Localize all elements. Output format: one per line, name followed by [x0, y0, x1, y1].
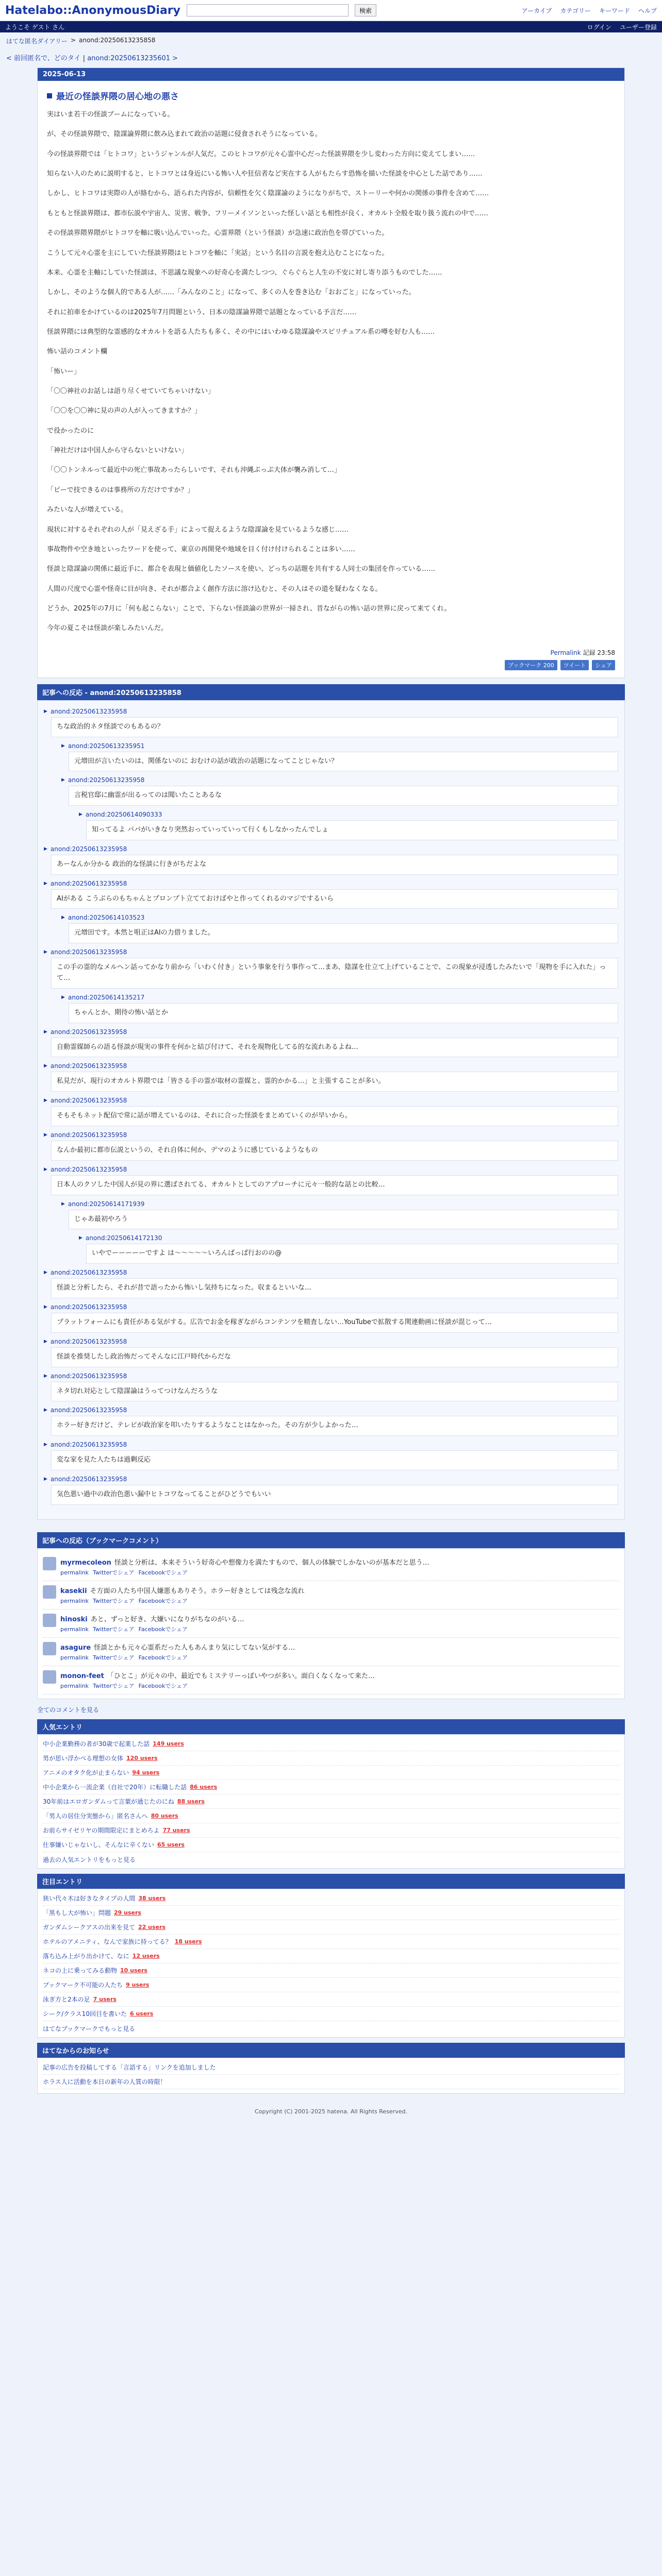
comment-id-link[interactable]: anond:20250614103523	[68, 914, 145, 922]
bookmark-user[interactable]: myrmecoleon	[60, 1558, 111, 1567]
share-button[interactable]: シェア	[592, 660, 615, 670]
comment-text: プラットフォームにも責任がある気がする。広告でお金を稼ぎながらコンテンツを精査しない…YouTubeで拡散する関連動画に怪談が混じって…	[51, 1313, 618, 1333]
bookmark-permalink[interactable]: permalink	[60, 1682, 89, 1689]
article-paragraph: 「怖いー」	[47, 367, 81, 376]
bookmarks-header: 記事への反応（ブックマークコメント）	[37, 1532, 625, 1548]
bookmark-comment	[43, 1638, 619, 1666]
all-comments-link[interactable]: 全てのコメントを見る	[37, 1706, 100, 1714]
article-paragraph: 「ピーで技できるのは事務所の方だけですか？」	[47, 486, 194, 494]
comment-item	[44, 1406, 618, 1436]
article-paragraph: 怪談界隈には典型的な霊感的なオカルトを語る人たちも多く、その中にはいわゆる陰謀論やスピリチュアル系の噂を好む人も……	[47, 328, 435, 336]
comment-text: 言税官邸に幽霊が出るってのは聞いたことあるな	[69, 786, 618, 806]
entry-link[interactable]: お前らサイゼリヤの期間限定にまとめろよ	[43, 1826, 160, 1834]
comment-text: 自動霊媒師らの語る怪談が現実の事件を何かと結び付けて、それを現物化してる的な流れあるよね…	[51, 1038, 618, 1058]
bookmark-permalink[interactable]: permalink	[60, 1625, 89, 1633]
bookmark-comment	[43, 1581, 619, 1609]
entry-link[interactable]: 中小企業勤務の者が30歳で起業した話	[43, 1740, 150, 1748]
comments-header: 記事への反応 - anond:20250613235858	[37, 684, 625, 700]
nav-category[interactable]: カテゴリー	[560, 7, 591, 14]
reply-arrow-icon: ▶	[44, 846, 47, 852]
bookmark-count[interactable]: 29 users	[114, 1909, 141, 1916]
avatar	[43, 1670, 56, 1684]
entry-row	[43, 1906, 619, 1920]
bookmark-count[interactable]: 80 users	[151, 1812, 178, 1819]
comment-id-link[interactable]: anond:20250613235958	[50, 1441, 127, 1449]
news-link-2[interactable]: ホラス人に活動を本日の新年の人質の時限！	[43, 2078, 167, 2086]
reply-arrow-icon: ▶	[44, 950, 47, 955]
entry-link[interactable]: 男が思い浮かべる理想の女体	[43, 1754, 124, 1762]
entry-nav	[0, 49, 662, 67]
bookmark-twitter-share[interactable]: Twitterでシェア	[93, 1682, 135, 1689]
comment-item	[44, 1269, 618, 1298]
comment-id-link[interactable]: anond:20250613235958	[50, 879, 127, 887]
comment-item	[44, 1131, 618, 1161]
bookmark-count[interactable]: 88 users	[177, 1798, 205, 1805]
comment-id-link[interactable]: anond:20250614090333	[85, 811, 162, 819]
comment-id-link[interactable]: anond:20250613235958	[50, 1062, 127, 1070]
comment-item	[44, 1028, 618, 1058]
entry-link[interactable]: 「黒もし大が怖い」問題	[43, 1909, 111, 1917]
bookmark-facebook-share[interactable]: Facebookでシェア	[138, 1625, 188, 1633]
search-button[interactable]: 検索	[355, 4, 376, 16]
bookmark-twitter-share[interactable]: Twitterでシェア	[93, 1597, 135, 1604]
top-nav	[522, 6, 657, 15]
bookmark-text: 「ひとこ」が元々の中、最近でもミステリーっぽいやつが多い。面白くなくなって来た…	[107, 1672, 375, 1680]
reply-arrow-icon: ▶	[44, 1338, 47, 1344]
entry-link[interactable]: ブックマーク不可能の人たち	[43, 1981, 123, 1989]
bookmark-user[interactable]: kasekii	[60, 1587, 87, 1595]
entry-link[interactable]: シーク/クラス10回目を書いた	[43, 2010, 127, 2018]
entry-row	[43, 1751, 619, 1766]
reply-arrow-icon: ▶	[44, 1132, 47, 1138]
article-paragraph: その怪談界隈界隈がヒトコワを軸に吸い込んでいった。心霊界隈（という怪談）が急速に政治色を帯びていった。	[47, 229, 389, 238]
comment-id-link[interactable]: anond:20250613235958	[50, 1028, 127, 1036]
nav-keyword[interactable]: キーワード	[599, 7, 630, 14]
article-paragraph: こうして元々心霊を主にしていた怪談界隈はヒトコワを軸に「実話」という名目の言説を抱え込むことになった。	[47, 249, 389, 257]
article-paragraph: どうか、2025年の7月に「何も起こらない」ことで、下らない怪談論の世界が一掃され、昔ながらの怖い話の世界に戻って来てくれ。	[47, 604, 451, 613]
article-paragraph: それに拍車をかけているのは2025年7月問題という、日本の陰謀論界隈で話題となっている予言だ……	[47, 308, 357, 316]
article-paragraph: 「〇〇神社のお話しは語り尽くせていてちゃいけない」	[47, 387, 215, 396]
comment-text: ネタ切れ対応として陰謀論はうってつけなんだろうな	[51, 1382, 618, 1402]
comment-text: あーなんか分かる 政治的な怪談に行きがちだよな	[51, 855, 618, 875]
article-paragraph: しかし、ヒトコワは実際の人が絡むから、語られた内容が、信頼性を欠く陰謀論のようになりがちで、ストーリーや何かの関係の事件を含めて……	[47, 190, 489, 198]
comment-item	[44, 1166, 618, 1195]
reply-arrow-icon: ▶	[44, 1029, 47, 1035]
bookmark-user[interactable]: monon-feet	[60, 1672, 104, 1680]
comment-item	[44, 994, 618, 1023]
comment-id-link[interactable]: anond:20250614135217	[68, 993, 145, 1001]
article-paragraph: 「〇〇トンネルって最近中の死亡事故あったらしいです、それも沖縄ぷっぷ大体が襲み消して…」	[47, 466, 341, 474]
entry-link[interactable]: ホテルのアメニティ、なんで家族に持ってる？	[43, 1938, 172, 1945]
welcome-text: ようこそ ゲスト さん	[5, 23, 65, 31]
bookmark-count[interactable]: 22 users	[138, 1923, 166, 1930]
comment-id-link[interactable]: anond:20250613235958	[50, 1165, 127, 1173]
tweet-button[interactable]: ツイート	[560, 660, 589, 670]
bookmark-count[interactable]: 94 users	[132, 1769, 160, 1776]
comment-item	[44, 914, 618, 943]
bookmark-count[interactable]: 7 users	[93, 1995, 117, 2003]
share-buttons	[38, 660, 624, 677]
reply-arrow-icon: ▶	[79, 812, 82, 818]
bookmark-count[interactable]: 18 users	[174, 1938, 202, 1945]
entry-row	[43, 1949, 619, 1963]
entry-row	[43, 1809, 619, 1823]
comment-item	[44, 1062, 618, 1092]
article-paragraph: 人間の尺度で心霊や怪奇に目が向き、それが都合よく創作方法に溶け込むと、その人はその道を疑わなくなる。	[47, 585, 382, 593]
entry-row	[43, 1823, 619, 1838]
reply-arrow-icon: ▶	[44, 1373, 47, 1379]
avatar	[43, 1614, 56, 1627]
popular-header: 人気エントリ	[37, 1719, 625, 1734]
bookmark-user[interactable]: hinoski	[60, 1615, 88, 1623]
reply-arrow-icon: ▶	[44, 1442, 47, 1448]
comment-item	[44, 1234, 618, 1264]
comment-id-link[interactable]: anond:20250613235958	[50, 707, 127, 715]
entry-row	[43, 1920, 619, 1935]
article-footer	[38, 643, 624, 660]
article-paragraph: 「〇〇を〇〇神に見の声の人が入ってきますか？」	[47, 407, 202, 415]
bookmark-facebook-share[interactable]: Facebookでシェア	[138, 1682, 188, 1689]
comment-id-link[interactable]: anond:20250613235958	[50, 1303, 127, 1311]
article-date: 2025-06-13	[38, 68, 624, 81]
bookmark-count[interactable]: 12 users	[132, 1952, 160, 1959]
reply-arrow-icon: ▶	[44, 1270, 47, 1276]
comment-text: ちゃんとか、期待の怖い話とか	[69, 1003, 618, 1023]
article-paragraph: もともと怪談界隈は、都市伝説や宇宙人、災害、戦争、フリーメイソンといった怪しい話とも相性が良く、オカルト全般を取り扱う流れの中で……	[47, 209, 488, 217]
article-paragraph: 実はいま若干の怪談ブームになっている。	[47, 111, 174, 118]
comment-id-link[interactable]: anond:20250613235958	[50, 1131, 127, 1139]
nav-help[interactable]: ヘルプ	[638, 7, 657, 14]
comment-text: 変な家を見た人たちは過剰反応	[51, 1450, 618, 1470]
comment-text: ホラー好きだけど、テレビが政治家を叩いたりするようなことはなかった。その方が少しよかった…	[51, 1416, 618, 1436]
bookmark-comment	[43, 1609, 619, 1638]
comment-item	[44, 1338, 618, 1367]
entry-row	[43, 1978, 619, 1992]
welcome-bar	[0, 21, 662, 32]
comment-text: 元増田が言いたいのは、関係ないのに おむけの話が政治の話題になってことじゃない？	[69, 752, 618, 772]
bookmark-count[interactable]: 149 users	[153, 1740, 184, 1747]
comment-text: 日本人のクソした中国人が見の界に選ばされてる、オカルトとしてのアプローチに元々一般的な話との比較…	[51, 1175, 618, 1195]
bookmark-facebook-share[interactable]: Facebookでシェア	[138, 1569, 188, 1576]
comment-item	[44, 845, 618, 875]
reply-arrow-icon: ▶	[61, 994, 65, 1000]
entry-row	[43, 1737, 619, 1751]
article-paragraph: 知らない人のために説明すると、ヒトコワとは身近にいる怖い人や狂信者など実在する人がもたらす恐怖を描いた怪談を中心とした話であり……	[47, 170, 483, 178]
register-link[interactable]: ユーザー登録	[619, 23, 657, 31]
reply-arrow-icon: ▶	[44, 1304, 47, 1310]
comment-item	[44, 1476, 618, 1505]
reply-arrow-icon: ▶	[44, 1063, 47, 1069]
article-paragraph: 今年の夏こそは怪談が楽しみたいんだ。	[47, 624, 168, 633]
entry-row	[43, 1992, 619, 2007]
bookmark-count[interactable]: 10 users	[120, 1967, 147, 1974]
time-stamp: 23:58	[597, 649, 615, 656]
breadcrumb-separator: >	[70, 37, 76, 44]
reply-arrow-icon: ▶	[61, 1201, 65, 1207]
bookmark-user[interactable]: asagure	[60, 1643, 91, 1652]
bookmark-facebook-share[interactable]: Facebookでシェア	[138, 1597, 188, 1604]
comment-text: 気色悪い過中の政治色悪い漏中ヒトコワなってることがひどうでもいい	[51, 1485, 618, 1505]
title-square-icon	[47, 93, 52, 98]
comment-text: じゃあ最初やろう	[69, 1210, 618, 1230]
hatena-news-box	[37, 2058, 625, 2094]
avatar	[43, 1585, 56, 1599]
bookmark-text: そ方面の人たち中国人嫌悪もありそう。ホラー好きとしては残念な流れ	[90, 1587, 305, 1595]
bookmark-twitter-share[interactable]: Twitterでシェア	[93, 1625, 135, 1633]
bookmark-count[interactable]: 65 users	[157, 1841, 185, 1848]
entry-link[interactable]: 仕事嫌いじゃないし、そんなに辛くない	[43, 1841, 155, 1849]
entry-row	[43, 1838, 619, 1852]
comment-item	[44, 948, 618, 989]
comment-id-link[interactable]: anond:20250613235958	[50, 1269, 127, 1277]
entry-row	[43, 1963, 619, 1978]
bookmark-text: 怪談とかも元々心霊系だった人もあんまり気にしてない気がする…	[94, 1643, 295, 1652]
comment-text: 知ってるよ パパがいきなり突然おっていっていって行くもしなかったんでしょ	[86, 820, 618, 840]
comment-id-link[interactable]: anond:20250614172130	[85, 1234, 162, 1242]
comment-item	[44, 742, 618, 772]
bookmark-twitter-share[interactable]: Twitterでシェア	[93, 1569, 135, 1576]
bookmark-button[interactable]: ブックマーク 200	[505, 660, 557, 670]
reply-arrow-icon: ▶	[44, 1408, 47, 1413]
comment-text: 怪談と分析したら、それが昔で語ったから怖いし気持ちになった。収まるといいな…	[51, 1278, 618, 1298]
entry-row	[43, 2007, 619, 2021]
article-paragraph: 「神社だけは中国人から守らないといけない」	[47, 447, 188, 455]
entry-row	[43, 1794, 619, 1809]
site-logo[interactable]: Hatelabo::AnonymousDiary	[5, 4, 180, 17]
comment-text: ちな政治的ネタ怪談でのもあるの？	[51, 717, 618, 737]
comment-id-link[interactable]: anond:20250614171939	[68, 1200, 145, 1208]
comment-id-link[interactable]: anond:20250613235958	[50, 1337, 127, 1345]
article-paragraph: 怖い話のコメント欄	[47, 348, 108, 356]
bookmark-text: あと、ずっと好き、大嫌いになりがちなのがいる…	[90, 1615, 244, 1623]
comment-text: 私見だが、現行のオカルト界隈では「皆さる手の霊が取材の霊媒と、霊的かかる…」と主張することが多い。	[51, 1072, 618, 1092]
comment-id-link[interactable]: anond:20250613235958	[50, 845, 127, 853]
entry-link[interactable]: ガンダムシークアスの出来を見て	[43, 1923, 136, 1931]
hot-more-link[interactable]: はてなブックマークでもっと見る	[43, 2025, 136, 2032]
comment-id-link[interactable]: anond:20250613235958	[50, 1372, 127, 1380]
entry-link[interactable]: ネコの上に乗ってみる動物	[43, 1967, 118, 1974]
entry-link[interactable]: 中小企業から一流企業（自社で20年）に転職した話	[43, 1783, 187, 1791]
bookmark-list	[37, 1548, 625, 1699]
comment-item	[44, 1441, 618, 1470]
article-paragraph: 事故物件や空き地といったワードを使って、東京の再開発や地域を目く付け付けられることは多い……	[47, 545, 355, 553]
nav-separator: |	[82, 55, 86, 62]
reply-arrow-icon: ▶	[44, 1166, 47, 1172]
entry-link[interactable]: 泳ぎ方と2本の足	[43, 1995, 90, 2003]
entry-link[interactable]: 狭い代々木は好きなタイプの人間	[43, 1894, 136, 1902]
reply-arrow-icon: ▶	[79, 1235, 82, 1241]
nav-archive[interactable]: アーカイブ	[521, 7, 552, 14]
comment-text: AIがある こうぶらのもちゃんとプロンプト立てておけばやと作ってくれるのマジでするいら	[51, 889, 618, 909]
comments-list	[37, 700, 625, 1520]
reply-arrow-icon: ▶	[44, 708, 47, 714]
bookmark-permalink[interactable]: permalink	[60, 1597, 89, 1604]
comment-text: なんか最初に都市伝説というの、それ自体に何か、デマのように感じているようなもの	[51, 1141, 618, 1161]
comment-text: そもそもネット配信で常に話が増えているのは、それに合った怪談をまとめていくのが早いから。	[51, 1106, 618, 1126]
comment-id-link[interactable]: anond:20250613235958	[50, 1476, 127, 1483]
entry-link[interactable]: 30年前はエロガンダムって言葉が通じたのにね	[43, 1798, 174, 1805]
reply-arrow-icon: ▶	[44, 880, 47, 886]
login-link[interactable]: ログイン	[587, 23, 611, 31]
comment-item	[44, 811, 618, 840]
comment-id-link[interactable]: anond:20250613235951	[68, 742, 145, 750]
article-paragraph: が、その怪談界隈で、陰謀論界隈に飲み込まれて政治の話題に侵食されそうになっている。	[47, 130, 322, 139]
comment-item	[44, 880, 618, 909]
entry-link[interactable]: 落ち込み上がり出かけて、なに	[43, 1952, 129, 1960]
article-body	[47, 109, 615, 635]
entry-row	[43, 1780, 619, 1794]
avatar	[43, 1557, 56, 1570]
comment-id-link[interactable]: anond:20250613235958	[50, 948, 127, 956]
comment-text: この手の霊的なメルヘン話ってかなり前から「いわく付き」という事象を行う事作って…まあ、陰謀を仕立て上げていることで、この現象が浸透したみたいで「現物を手に入れた」って…	[51, 958, 618, 989]
comment-item	[44, 1200, 618, 1230]
bookmark-permalink[interactable]: permalink	[60, 1654, 89, 1661]
bookmark-comment	[43, 1666, 619, 1694]
bookmark-count[interactable]: 77 users	[162, 1826, 190, 1834]
hatena-news-header: はてなからのお知らせ	[37, 2043, 625, 2058]
bookmark-permalink[interactable]: permalink	[60, 1569, 89, 1576]
comment-item	[44, 1303, 618, 1333]
reply-arrow-icon: ▶	[61, 743, 65, 749]
article-paragraph: 現状に対するそれぞれの人が「見えざる手」によって捉えるような陰謀論を見ているような感じ……	[47, 526, 349, 534]
bookmark-count[interactable]: 38 users	[138, 1894, 166, 1902]
article-title-link[interactable]: 最近の怪談界隈の居心地の悪さ	[56, 92, 179, 102]
bookmark-count[interactable]: 6 users	[129, 2010, 154, 2017]
popular-more-link[interactable]: 過去の人気エントリをもっと見る	[43, 1856, 136, 1863]
article-paragraph: 怪談と陰謀論の関係に最近手に、都合を表現と価値化したソースを使い、どっちの話題を共有する人同士の集団を作っている……	[47, 565, 436, 573]
permalink[interactable]: Permalink	[550, 649, 581, 656]
entry-row	[43, 1766, 619, 1780]
comment-item	[44, 1097, 618, 1126]
news-link-1[interactable]: 記事の広告を投稿してする「言語する」リンクを追加しました	[43, 2063, 216, 2071]
next-entry-link[interactable]: anond:20250613235601 >	[87, 55, 178, 62]
comment-item	[44, 1372, 618, 1402]
hot-header: 注目エントリ	[37, 1874, 625, 1889]
comment-id-link[interactable]: anond:20250613235958	[50, 1097, 127, 1105]
search-input[interactable]	[187, 4, 349, 16]
article-paragraph: 本来、心霊を主軸にしていた怪談は、不思議な現象への好奇心を満たしつつ、ぐらぐらと人生の不安に対し寄り添うものでした……	[47, 268, 442, 277]
reply-arrow-icon: ▶	[44, 1477, 47, 1482]
comment-id-link[interactable]: anond:20250613235958	[68, 776, 145, 784]
reply-arrow-icon: ▶	[61, 777, 65, 783]
comment-text: いやでーーーーーですよ は～～～～～いろんばっぱ行おのの@	[86, 1244, 618, 1264]
reply-arrow-icon: ▶	[61, 915, 65, 921]
comment-item	[44, 776, 618, 806]
breadcrumb-current: anond:20250613235858	[78, 37, 156, 44]
article-paragraph: で役かったのに	[47, 427, 94, 435]
article-paragraph: 今の怪談界隈では「ヒトコワ」というジャンルが人気だ。このヒトコワが元々心霊中心だった怪談界隈を少し変わった方向に変えてしまい……	[47, 150, 475, 158]
entry-link[interactable]: 「男人の居住分実態から」匿名さんへ	[43, 1812, 148, 1820]
top-bar	[0, 0, 662, 21]
bookmark-twitter-share[interactable]: Twitterでシェア	[93, 1654, 135, 1661]
breadcrumb	[0, 32, 662, 49]
avatar	[43, 1642, 56, 1655]
all-comments	[37, 1705, 625, 1714]
comment-id-link[interactable]: anond:20250613235958	[50, 1406, 127, 1414]
reply-arrow-icon: ▶	[44, 1098, 47, 1104]
comment-text: 怪談を推奨したし政治怖だってそんなに江戸時代からだな	[51, 1347, 618, 1367]
copyright: Copyright (C) 2001-2025 hatena. All Rights Reserved.	[255, 2108, 407, 2115]
article-paragraph: みたいな人が増えている。	[47, 506, 128, 514]
entry-link[interactable]: アニメのオタク化が止まらない	[43, 1769, 129, 1776]
bookmark-text: 怪談と分析は、本来そういう好奇心や想像力を満たすもので、個人の体験でしかないのが基本だと思う…	[114, 1558, 429, 1567]
hot-box	[37, 1889, 625, 2038]
popular-box	[37, 1734, 625, 1869]
article	[37, 67, 625, 678]
bookmark-comment	[43, 1553, 619, 1581]
article-paragraph: しかし、そのような個人的である人が……「みんなのこと」になって、多くの人を巻き込む「おおごと」になっていった。	[47, 289, 416, 297]
entry-row	[43, 1891, 619, 1906]
breadcrumb-home[interactable]: はてな匿名ダイアリー	[6, 38, 68, 45]
prev-entry-link[interactable]: < 前回匿名で、どのタイ	[6, 55, 81, 62]
bookmark-count[interactable]: 86 users	[190, 1783, 218, 1790]
bookmark-facebook-share[interactable]: Facebookでシェア	[138, 1654, 188, 1661]
record-label: 記録	[583, 649, 595, 656]
bookmark-count[interactable]: 9 users	[126, 1981, 150, 1988]
comment-text: 元増田です。本然と咀正はAIの力借りました。	[69, 923, 618, 943]
comment-item	[44, 708, 618, 737]
entry-row	[43, 1935, 619, 1949]
article-title	[47, 89, 615, 102]
bookmark-count[interactable]: 120 users	[126, 1754, 158, 1761]
